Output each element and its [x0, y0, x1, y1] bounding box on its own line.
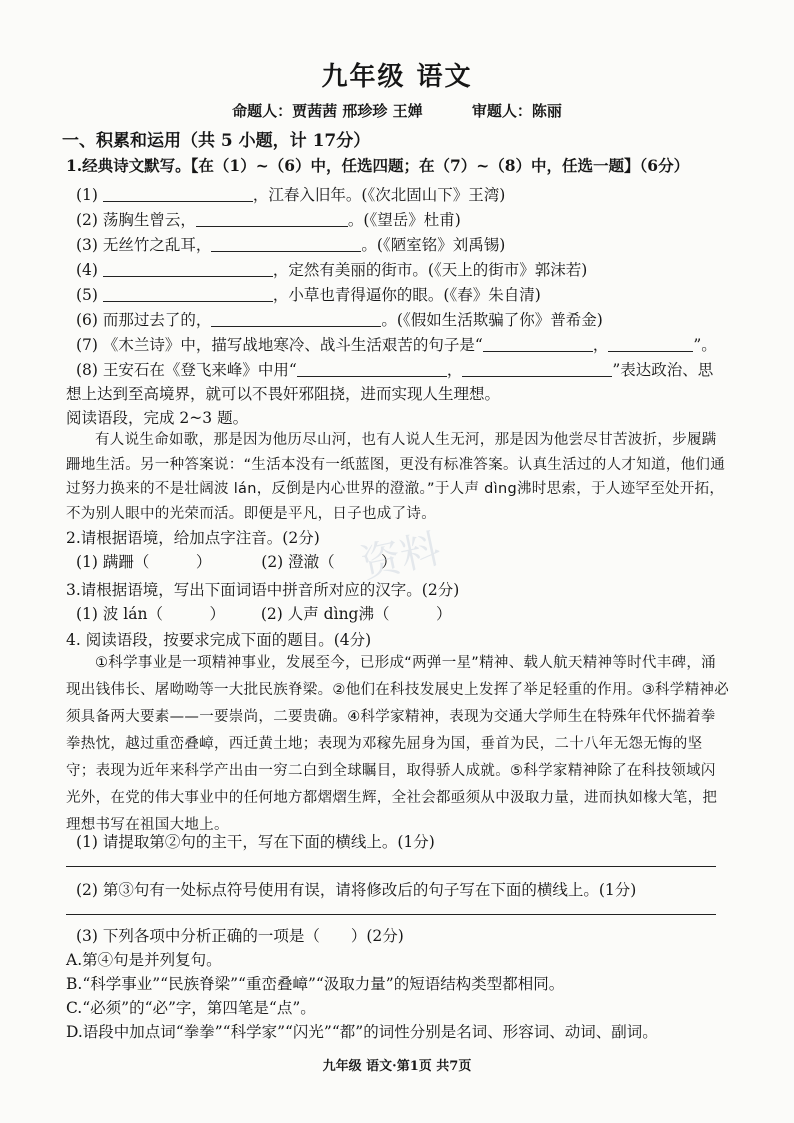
- q2-prompt: 2.请根据语境，给加点字注音。(2分): [66, 529, 320, 547]
- q4-passage: ①科学事业是一项精神事业，发展至今，已形成“两弹一星”精神、载人航天精神等时代丰碑，涌现出钱伟长、屠呦呦等一大批民族脊梁。②他们在科技发展史上发挥了举足轻重的作用。③科学精神必须具备两大要素——一要崇尚，二要贵确。④科学家精神，表现为交通大学师生在特殊年代怀揣着拳拳热忱，越过重峦叠嶂，西迁黄土地；表现为邓稼先屈身为国，垂首为民，二十八年无怨无悔的坚守；表现为近年来科学产出由一穷二白到全球瞩目，取得骄人成就。⑤科学家精神除了在科技领域闪光外，在党的伟大事业中的任何地方都熠熠生辉，全社会都亟须从中汲取力量，进而执如椽大笔，把理想书写在祖国大地上。: [66, 655, 729, 833]
- q4-1-prompt: (1) 请提取第②句的主干，写在下面的横线上。(1分): [76, 833, 435, 851]
- q3-item-2[interactable]: (2) 人声 dìng沸（ ）: [260, 605, 452, 623]
- q2-item-2[interactable]: (2) 澄澈（ ）: [261, 553, 397, 571]
- section-heading: 一、积累和运用（共 5 小题，计 17分）: [62, 131, 371, 151]
- q1-item-2: (2) 荡胸生曾云， 。(《望岳》杜甫): [76, 211, 461, 229]
- page-title: 九年级 语文: [321, 62, 473, 92]
- reading-passage: 有人说生命如歌，那是因为他历尽山河，也有人说人生无河，那是因为他尝尽甘苦波折，步履蹒跚地生活。另一种答案说：“生活本没有一纸蓝图，更没有标准答案。认真生活过的人才知道，他们通过努力换来的不是壮阔波 lán，反倒是内心世界的澄澈。”于人声 dìng沸时思索，于人迹罕至处开拓，不为别人眼中的光荣而活。即便是平凡，日子也成了诗。: [66, 432, 726, 522]
- option-d[interactable]: D.语段中加点词“拳拳”“科学家”“闪光”“都”的词性分别是名词、形容词、动词、副词。: [66, 1023, 658, 1041]
- q1-item-3: (3) 无丝竹之乱耳， 。(《陋室铭》刘禹锡): [76, 236, 506, 254]
- q4-2-prompt: (2) 第③句有一处标点符号使用有误，请将修改后的句子写在下面的横线上。(1分): [76, 881, 637, 899]
- answer-line[interactable]: [66, 866, 716, 867]
- answer-blank[interactable]: [211, 311, 381, 327]
- q3-prompt: 3.请根据语境，写出下面词语中拼音所对应的汉字。(2分): [66, 581, 460, 599]
- q1-item-1: (1) ，江春入旧年。(《次北固山下》王湾): [76, 186, 506, 204]
- answer-blank[interactable]: [211, 236, 361, 252]
- q1-item-7: (7) 《木兰诗》中，描写战地寒冷、战斗生活艰苦的句子是“ ， ”。: [76, 336, 717, 354]
- q1-item-4: (4) ，定然有美丽的街市。(《天上的街市》郭沫若): [76, 261, 588, 279]
- q4-prompt: 4. 阅读语段，按要求完成下面的题目。(4分): [66, 631, 372, 649]
- answer-blank[interactable]: [103, 261, 273, 277]
- authors: 命题人：贾茜茜 邢珍珍 王婵: [232, 102, 423, 120]
- watermark: 资料: [356, 526, 445, 588]
- answer-blank[interactable]: [462, 361, 612, 377]
- q1-item-8: (8) 王安石在《登飞来峰》中用“ ， ”表达政治、思: [76, 361, 714, 379]
- q4-3-prompt: (3) 下列各项中分析正确的一项是（ ）(2分): [76, 927, 404, 945]
- answer-blank[interactable]: [608, 336, 693, 352]
- answer-line[interactable]: [66, 914, 716, 915]
- option-a[interactable]: A.第④句是并列复句。: [66, 951, 222, 969]
- q1-item-6: (6) 而那过去了的， 。(《假如生活欺骗了你》普希金): [76, 311, 603, 329]
- option-b[interactable]: B.“科学事业”“民族脊梁”“重峦叠嶂”“汲取力量”的短语结构类型都相同。: [66, 975, 565, 993]
- reviewer: 审题人：陈丽: [471, 102, 562, 120]
- answer-blank[interactable]: [483, 336, 593, 352]
- q1-intro: 1.经典诗文默写。【在（1）~（6）中，任选四题；在（7）~（8）中，任选一题】（6分）: [66, 156, 690, 175]
- page-footer: 九年级 语文·第1页 共7页: [322, 1059, 472, 1074]
- answer-blank[interactable]: [103, 286, 273, 302]
- q1-item-5: (5) ，小草也青得逼你的眼。(《春》朱自清): [76, 286, 541, 304]
- q3-items: [76, 602, 451, 624]
- answer-blank[interactable]: [196, 211, 348, 227]
- q3-item-1[interactable]: (1) 波 lán（ ）: [76, 605, 225, 623]
- answer-blank[interactable]: [297, 361, 447, 377]
- q1-item-8-cont: 想上达到至高境界，就可以不畏奸邪阻挠，进而实现人生理想。: [66, 385, 501, 403]
- answer-blank[interactable]: [103, 186, 253, 202]
- q2-item-1[interactable]: (1) 蹒跚（ ）: [76, 553, 212, 571]
- reading-intro: 阅读语段，完成 2~3 题。: [66, 409, 249, 427]
- option-c[interactable]: C.“必须”的“必”字，第四笔是“点”。: [66, 999, 316, 1017]
- q2-items: [76, 550, 397, 572]
- author-line: [0, 100, 794, 121]
